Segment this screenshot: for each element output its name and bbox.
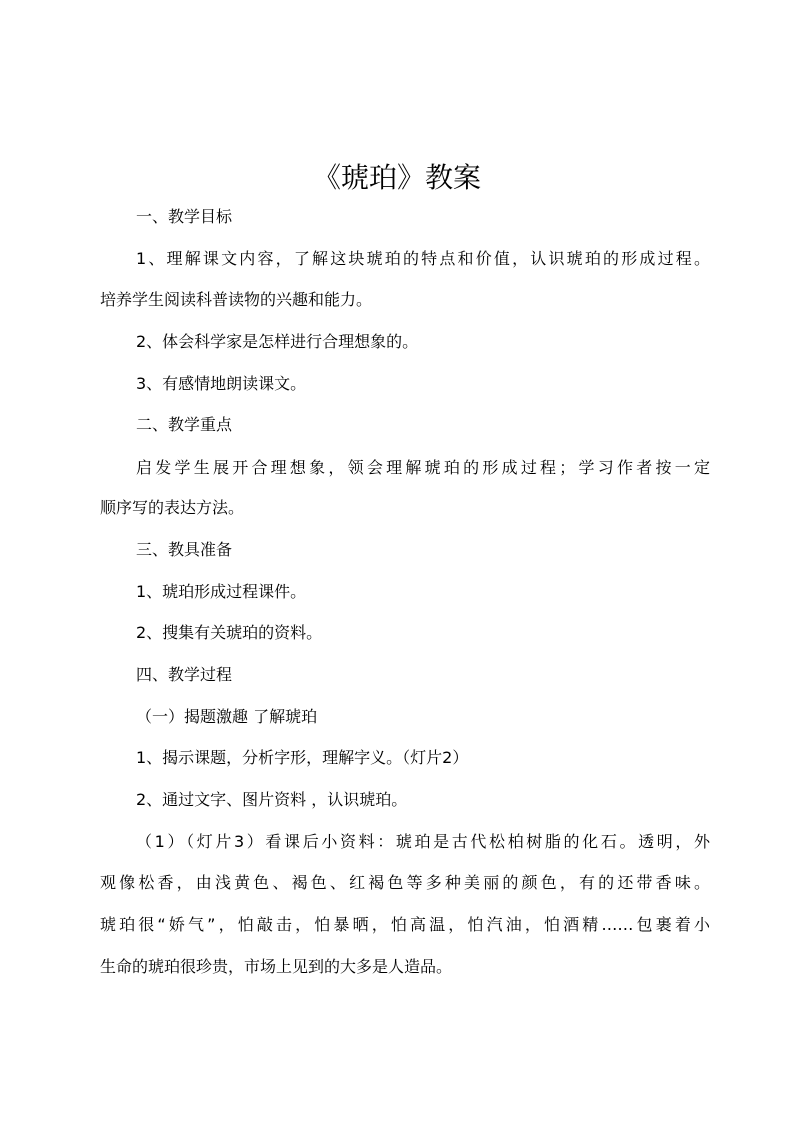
paragraph-line: 1、琥珀形成过程课件。 xyxy=(136,582,307,601)
paragraph-line: 启发学生展开合理想象，领会理解琥珀的形成过程；学习作者按一定 xyxy=(136,458,710,477)
subsection-heading: （一）揭题激趣 了解琥珀 xyxy=(136,707,318,726)
paragraph-line: 3、有感情地朗读课文。 xyxy=(136,374,307,393)
section-heading-objectives: 一、教学目标 xyxy=(136,207,233,226)
paragraph-line: 观像松香，由浅黄色、褐色、红褐色等多种美丽的颜色，有的还带香味。 xyxy=(100,873,710,892)
paragraph-line: 顺序写的表达方法。 xyxy=(100,498,245,517)
paragraph-line: 1、揭示课题，分析字形，理解字义。（灯片2） xyxy=(136,748,469,767)
paragraph-line: 培养学生阅读科普读物的兴趣和能力。 xyxy=(100,290,373,309)
section-heading-key-points: 二、教学重点 xyxy=(136,415,233,434)
section-heading-process: 四、教学过程 xyxy=(136,665,233,684)
paragraph-line: 2、通过文字、图片资料 ，认识琥珀。 xyxy=(136,790,408,809)
paragraph-line: 琥珀很“娇气”，怕敲击，怕暴晒，怕高温，怕汽油，怕酒精……包裹着小 xyxy=(100,915,710,934)
paragraph-line: 2、搜集有关琥珀的资料。 xyxy=(136,623,323,642)
paragraph-line: （1）（灯片3）看课后小资料：琥珀是古代松柏树脂的化石。透明，外 xyxy=(136,832,710,851)
page-title: 《琥珀》教案 xyxy=(312,161,481,194)
paragraph-line: 1、理解课文内容，了解这块琥珀的特点和价值，认识琥珀的形成过程。 xyxy=(136,249,710,268)
paragraph-line: 2、体会科学家是怎样进行合理想象的。 xyxy=(136,332,419,351)
section-heading-materials: 三、教具准备 xyxy=(136,540,233,559)
paragraph-line: 生命的琥珀很珍贵，市场上见到的大多是人造品。 xyxy=(100,957,453,976)
